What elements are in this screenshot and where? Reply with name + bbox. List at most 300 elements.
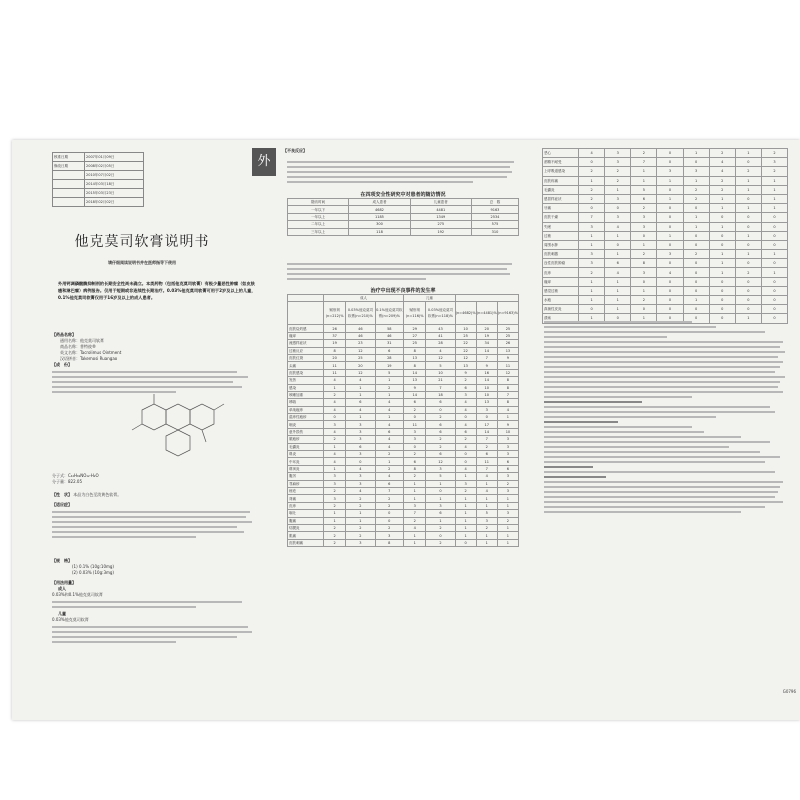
revision-date: 2007年01月09日: [85, 153, 144, 162]
table-cell: 2: [497, 480, 518, 487]
table-cell: 1: [605, 250, 631, 259]
table-row: [288, 362, 519, 369]
table-cell: 0: [735, 296, 761, 305]
table-row: [288, 325, 519, 332]
revision-date: 2015年03月23日: [85, 189, 144, 198]
column-header: (n=4481)%: [476, 302, 497, 325]
table-cell: 26: [497, 340, 518, 347]
table-cell: 1: [579, 240, 605, 249]
table-cell: 13: [497, 347, 518, 354]
indication-text: [52, 511, 258, 538]
table-cell: 6: [605, 259, 631, 268]
table-cell: 3: [497, 487, 518, 494]
table-cell: 3: [657, 250, 683, 259]
table-cell: 2: [631, 149, 657, 158]
table-row: [288, 443, 519, 450]
table-cell: 2: [709, 185, 735, 194]
table-cell: 0: [683, 286, 709, 295]
table-row: [288, 414, 519, 421]
table-cell: 3: [497, 510, 518, 517]
event-name: 皮肤烧灼感: [288, 325, 324, 332]
table-cell: 4: [657, 268, 683, 277]
table-cell: 0: [631, 277, 657, 286]
table-cell: 2: [324, 502, 346, 509]
table-cell: 0: [404, 414, 426, 421]
table-cell: 10: [476, 391, 497, 398]
table-cell: 0: [735, 305, 761, 314]
event-name: 皮肤刺激: [543, 250, 579, 259]
adverse-intro: [287, 158, 519, 186]
table-row: [543, 167, 788, 176]
name-line: 商品名称：普特彼®: [60, 344, 96, 349]
table-cell: 9: [455, 369, 476, 376]
table-cell: 118: [349, 228, 410, 235]
table-cell: 4: [497, 406, 518, 413]
table-cell: 0: [735, 277, 761, 286]
boxed-warning: 外用钙调磷酸酶抑制剂的长期安全性尚未确立。本类药物（包括他克莫司软膏）有极少量恶性肿瘤（如皮肤癌和淋巴瘤）病例报告。仅用于短期或非连续性长期治疗。0.03%他克莫司软膏可用于2岁及以上的儿童，0.1%他克莫司软膏仅用于16岁及以上的成人患者。: [58, 281, 256, 300]
event-name: 发热: [288, 377, 324, 384]
table-cell: 1: [455, 510, 476, 517]
table-cell: 4: [375, 473, 404, 480]
adverse-header: 【不良反应】: [283, 148, 307, 153]
table-row: [543, 194, 788, 203]
table-cell: 12: [346, 369, 375, 376]
group-header: [455, 295, 518, 302]
event-name: 毛囊炎: [288, 443, 324, 450]
table-cell: 4: [324, 399, 346, 406]
table-cell: 4481: [410, 206, 471, 213]
table-cell: 1: [426, 517, 455, 524]
table-row: [543, 250, 788, 259]
table-cell: 0: [579, 158, 605, 167]
table-cell: 0: [761, 231, 787, 240]
table-cell: 0: [709, 286, 735, 295]
table-cell: 0: [657, 259, 683, 268]
table-row: [288, 228, 519, 235]
event-name: 鼻炎: [288, 451, 324, 458]
table-cell: 27: [404, 332, 426, 339]
table-cell: 1: [497, 495, 518, 502]
table-cell: 1: [404, 495, 426, 502]
table-cell: 2: [631, 204, 657, 213]
table-cell: 4: [455, 399, 476, 406]
table-cell: 6: [476, 451, 497, 458]
table-cell: 0: [426, 406, 455, 413]
table-cell: 1: [735, 314, 761, 323]
table-cell: 6: [426, 510, 455, 517]
table-row: [288, 332, 519, 339]
table-cell: 0: [761, 296, 787, 305]
event-name: 酒精不耐受: [543, 158, 579, 167]
table-cell: 0: [605, 204, 631, 213]
table-row: [543, 185, 788, 194]
table-cell: 11: [404, 421, 426, 428]
table-cell: 25: [497, 332, 518, 339]
table-cell: 3: [605, 194, 631, 203]
table-cell: 2: [346, 495, 375, 502]
table-cell: 0: [375, 517, 404, 524]
table-cell: 14: [476, 428, 497, 435]
table-cell: 34: [476, 340, 497, 347]
table-cell: 3: [605, 149, 631, 158]
table-cell: 10: [497, 428, 518, 435]
table-cell: 13: [404, 354, 426, 361]
table-cell: 0: [426, 487, 455, 494]
appearance-section: [52, 492, 258, 498]
table-row: [543, 149, 788, 158]
column-header: 成人患者: [349, 199, 410, 206]
table-cell: 7: [476, 436, 497, 443]
table-cell: 2: [761, 167, 787, 176]
event-name: 鼻窦炎: [288, 465, 324, 472]
event-name: 皮肤刺痛: [288, 539, 324, 546]
table-cell: 58: [375, 325, 404, 332]
table-cell: 9: [404, 384, 426, 391]
table-cell: 1: [683, 296, 709, 305]
table-row: [543, 286, 788, 295]
event-name: 流感样症状: [288, 340, 324, 347]
table-subheader-row: [288, 302, 519, 325]
table-cell: 3: [631, 222, 657, 231]
table-cell: 0: [605, 240, 631, 249]
event-name: 结膜炎: [288, 524, 324, 531]
group-header: 成人: [324, 295, 404, 302]
table-cell: 20: [324, 354, 346, 361]
table-cell: 0: [683, 240, 709, 249]
table-cell: 1: [497, 502, 518, 509]
table-cell: 1: [631, 286, 657, 295]
column-header: 0.03%他克莫司软膏(n=118)%: [426, 302, 455, 325]
incidence-table-title: 治疗中出现不良事件的发生率: [370, 288, 436, 294]
revision-label: 核准日期: [53, 153, 85, 162]
table-cell: 5: [375, 369, 404, 376]
table-cell: 0: [579, 204, 605, 213]
table-cell: 2: [404, 517, 426, 524]
table-cell: 1: [324, 465, 346, 472]
table-cell: 0: [735, 222, 761, 231]
table-cell: 0: [709, 231, 735, 240]
table-cell: 6: [497, 465, 518, 472]
table-cell: 4: [404, 524, 426, 531]
spec-line: (1) 0.1% (10g:10mg): [72, 564, 114, 569]
table-cell: 2: [346, 502, 375, 509]
table-cell: 2: [426, 524, 455, 531]
table-cell: 1: [761, 250, 787, 259]
table-cell: 3: [324, 473, 346, 480]
dosage-line: 0.03%和0.1%他克莫司软膏: [52, 592, 103, 597]
table-row: [543, 213, 788, 222]
table-cell: 2: [324, 487, 346, 494]
table-cell: 2: [709, 149, 735, 158]
table-cell: 2: [404, 406, 426, 413]
table-cell: 0: [761, 222, 787, 231]
table-cell: 2: [375, 384, 404, 391]
table-cell: 28: [426, 340, 455, 347]
table-cell: 9: [497, 421, 518, 428]
table-cell: 7: [404, 510, 426, 517]
table-cell: 3: [657, 167, 683, 176]
table-cell: 4: [324, 451, 346, 458]
table-cell: 1: [455, 502, 476, 509]
table-cell: 3: [605, 158, 631, 167]
event-name: 水疱: [543, 296, 579, 305]
table-cell: 12: [426, 354, 455, 361]
table-cell: 14: [476, 377, 497, 384]
table-cell: 1: [324, 443, 346, 450]
table-cell: 25: [455, 332, 476, 339]
table-cell: 12: [455, 354, 476, 361]
table-cell: 0: [683, 277, 709, 286]
table-cell: 2: [579, 185, 605, 194]
dosage-text: [52, 626, 258, 643]
table-cell: 1: [579, 296, 605, 305]
table-cell: 3: [375, 532, 404, 539]
table-cell: 9: [476, 362, 497, 369]
table-cell: 3: [324, 495, 346, 502]
table-cell: 1: [709, 204, 735, 213]
table-group-row: [288, 295, 519, 302]
event-name: 荨麻疹: [288, 480, 324, 487]
table-cell: 29: [404, 325, 426, 332]
table-cell: 19: [375, 362, 404, 369]
table-cell: 14: [404, 391, 426, 398]
table-row: [543, 305, 788, 314]
table-cell: 1: [476, 480, 497, 487]
table-cell: 1: [683, 213, 709, 222]
table-cell: 0: [735, 286, 761, 295]
table-cell: 3: [631, 268, 657, 277]
dosage-subhead: 成人: [58, 586, 66, 591]
table-row: [288, 517, 519, 524]
table-cell: 6: [455, 384, 476, 391]
table-cell: 6: [375, 480, 404, 487]
table-cell: 22: [455, 340, 476, 347]
revision-row: [53, 180, 144, 189]
table-cell: 4: [346, 406, 375, 413]
table-cell: 12: [426, 458, 455, 465]
table-cell: 1: [683, 222, 709, 231]
appearance-text: 本品为白色至淡黄色软膏。: [73, 492, 122, 497]
followup-table-box: [287, 192, 519, 236]
table-cell: 6: [631, 194, 657, 203]
table-cell: 2: [476, 524, 497, 531]
dosage-header: 【用法用量】: [52, 580, 76, 585]
table-cell: 7: [631, 158, 657, 167]
table-row: [543, 240, 788, 249]
event-name: 周围水肿: [543, 240, 579, 249]
table-cell: 300: [349, 221, 410, 228]
table-cell: 0: [683, 305, 709, 314]
table-cell: 1: [761, 204, 787, 213]
table-cell: 3: [346, 421, 375, 428]
event-name: 单纯疱疹: [288, 406, 324, 413]
table-cell: 1: [404, 539, 426, 546]
table-cell: 0: [455, 458, 476, 465]
event-name: 过敏: [543, 231, 579, 240]
table-cell: 11: [476, 458, 497, 465]
revision-date: 2018年02月02日: [85, 198, 144, 207]
table-cell: 1: [346, 414, 375, 421]
event-name: 良性皮肤肿瘤: [543, 259, 579, 268]
table-cell: 2: [605, 176, 631, 185]
table-cell: 一年以上: [288, 213, 349, 220]
table-cell: 3: [324, 480, 346, 487]
table-cell: 9: [497, 354, 518, 361]
table-cell: 11: [497, 362, 518, 369]
table-row: [543, 268, 788, 277]
table-cell: 1: [476, 502, 497, 509]
table-cell: 4: [375, 443, 404, 450]
table-cell: 4: [709, 158, 735, 167]
table-cell: 0: [657, 204, 683, 213]
table-cell: 1: [497, 532, 518, 539]
table-cell: 1: [709, 268, 735, 277]
table-cell: 46: [375, 332, 404, 339]
table-cell: 1: [497, 524, 518, 531]
table-cell: 1: [455, 532, 476, 539]
table-cell: 0: [455, 539, 476, 546]
event-name: 恶心: [543, 149, 579, 158]
table-cell: 4: [346, 487, 375, 494]
table-cell: 1: [346, 510, 375, 517]
table-cell: 1: [631, 167, 657, 176]
table-cell: 4: [324, 428, 346, 435]
spec-header: 【规 格】: [52, 558, 72, 563]
table-cell: 14: [404, 369, 426, 376]
table-row: [288, 377, 519, 384]
table-cell: 1: [735, 176, 761, 185]
table-cell: 21: [426, 377, 455, 384]
table-row: [288, 510, 519, 517]
table-cell: 6: [426, 451, 455, 458]
table-cell: 0: [631, 305, 657, 314]
event-name: 头痛: [288, 362, 324, 369]
table-cell: 7: [579, 213, 605, 222]
table-cell: 2: [455, 436, 476, 443]
table-cell: 0: [709, 305, 735, 314]
table-cell: 2: [324, 436, 346, 443]
event-name: 感冒样症状: [543, 194, 579, 203]
table-cell: 8: [497, 377, 518, 384]
table-cell: 1: [404, 532, 426, 539]
table-row: [288, 221, 519, 228]
table-cell: 1: [683, 176, 709, 185]
table-cell: 6: [426, 428, 455, 435]
table-cell: 0: [761, 240, 787, 249]
table-cell: 16: [476, 369, 497, 376]
dosage-subhead: 儿童: [58, 611, 66, 616]
table-cell: 7: [476, 465, 497, 472]
table-cell: 3: [404, 436, 426, 443]
table-cell: 19: [324, 340, 346, 347]
right-column: [538, 140, 796, 720]
table-cell: 8: [324, 347, 346, 354]
table-cell: 2: [579, 268, 605, 277]
table-cell: 2: [375, 495, 404, 502]
table-row: [543, 231, 788, 240]
table-cell: 2: [709, 176, 735, 185]
table-cell: 0: [683, 314, 709, 323]
table-cell: 2: [761, 149, 787, 158]
event-name: 皮肤红斑: [288, 354, 324, 361]
event-name: 真菌性皮炎: [543, 305, 579, 314]
table-row: [543, 259, 788, 268]
table-cell: 2: [324, 532, 346, 539]
table-cell: 0: [683, 158, 709, 167]
table-cell: 3: [346, 480, 375, 487]
table-cell: 2: [735, 268, 761, 277]
table-cell: 310: [471, 228, 518, 235]
leaflet-title: 他克莫司软膏说明书: [74, 235, 210, 250]
column-header: 儿童患者: [410, 199, 471, 206]
table-cell: 1: [709, 259, 735, 268]
table-cell: 25: [404, 340, 426, 347]
indication-header: 【适应症】: [52, 502, 72, 507]
table-cell: 7: [426, 384, 455, 391]
table-cell: 2: [404, 473, 426, 480]
table-cell: 4: [579, 149, 605, 158]
table-cell: 37: [324, 332, 346, 339]
table-row: [288, 391, 519, 398]
table-cell: 1: [709, 194, 735, 203]
table-cell: 8: [404, 465, 426, 472]
table-cell: 3: [346, 473, 375, 480]
table-cell: 0: [455, 414, 476, 421]
table-cell: 1: [455, 524, 476, 531]
table-cell: 2: [683, 250, 709, 259]
table-cell: 2: [426, 539, 455, 546]
table-cell: 4: [375, 406, 404, 413]
event-name: 牙痛: [543, 204, 579, 213]
table-row: [288, 524, 519, 531]
table-cell: 0: [404, 443, 426, 450]
table-cell: 5: [426, 473, 455, 480]
table-row: [288, 451, 519, 458]
table-cell: 3: [579, 250, 605, 259]
event-name: 腹痛: [288, 517, 324, 524]
table-cell: 4: [346, 377, 375, 384]
table-cell: 3: [761, 158, 787, 167]
table-cell: 19: [476, 332, 497, 339]
table-cell: 0: [683, 204, 709, 213]
table-cell: 1: [605, 286, 631, 295]
table-cell: 2: [455, 487, 476, 494]
table-cell: 2: [375, 524, 404, 531]
name-line: 通用名称：他克莫司软膏: [60, 338, 104, 343]
table-cell: 1185: [349, 213, 410, 220]
revision-table: [52, 152, 144, 207]
table-cell: 0: [657, 158, 683, 167]
table-cell: 31: [375, 340, 404, 347]
table-row: [288, 399, 519, 406]
table-cell: 10: [426, 369, 455, 376]
footer-code: G0796: [782, 689, 796, 694]
event-name: 湿疹性疱疹: [288, 414, 324, 421]
table-cell: 14: [476, 347, 497, 354]
table-cell: 1349: [410, 213, 471, 220]
table-cell: 46: [346, 325, 375, 332]
table-cell: 1: [476, 539, 497, 546]
table-cell: 1: [761, 176, 787, 185]
table-cell: 4: [455, 421, 476, 428]
table-cell: 1: [761, 194, 787, 203]
table-cell: 26: [324, 325, 346, 332]
table-cell: 1: [455, 517, 476, 524]
table-cell: 2: [579, 167, 605, 176]
table-cell: 6: [455, 428, 476, 435]
table-cell: 1: [683, 149, 709, 158]
middle-column: [277, 140, 532, 720]
